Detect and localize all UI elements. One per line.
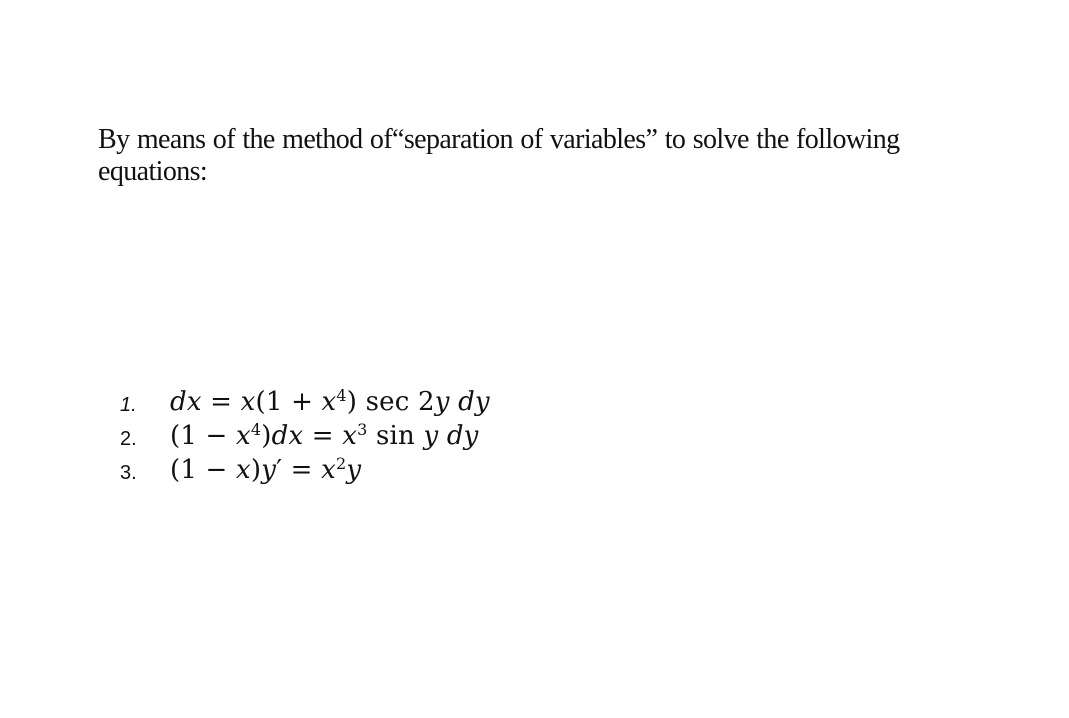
equation-item-2	[0, 419, 700, 453]
equation-number: 1.	[120, 394, 137, 416]
equation-formula: $(1 - x)y' = x^2y$	[170, 454, 362, 485]
equation-formula: dx = $x(1 + x^4)$ sec 2y dy	[170, 386, 490, 417]
problem-statement	[98, 124, 958, 188]
problem-statement-line-2: equations:	[98, 156, 208, 187]
equation-formula: $(1 - x^4)dx = x^3$ sin y dy	[170, 420, 479, 451]
equation-item-1	[0, 385, 700, 419]
equation-number: 3.	[120, 462, 137, 484]
problem-statement-line-1: By means of the method of“separation of variables” to solve the following	[98, 124, 900, 155]
equation-item-3	[0, 453, 700, 487]
equation-number: 2.	[120, 428, 137, 450]
